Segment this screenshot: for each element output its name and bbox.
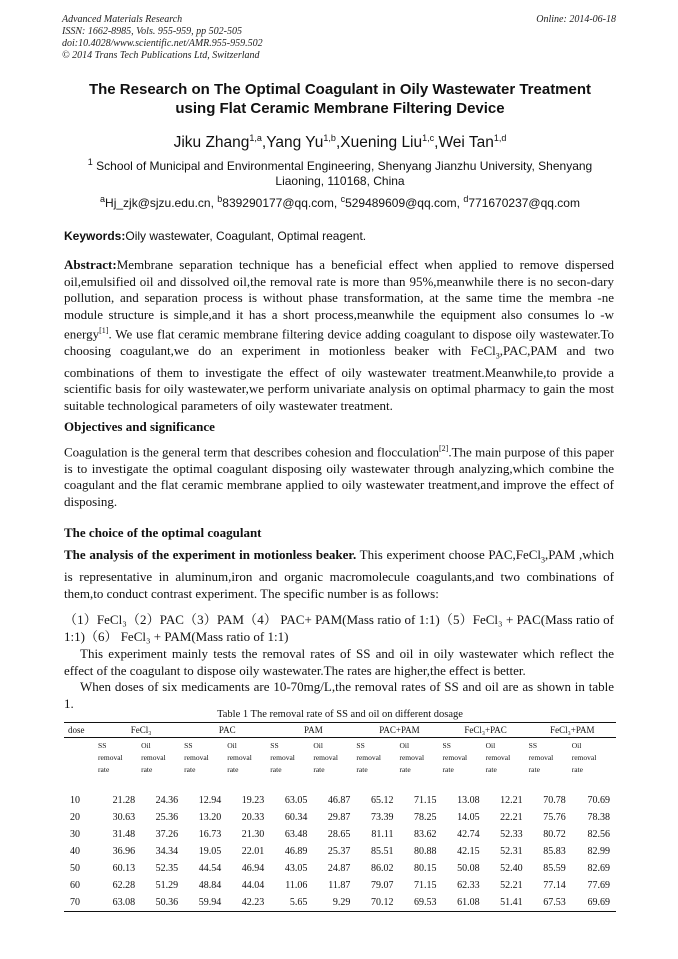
subheader-word: removal (313, 753, 338, 762)
subheader-word: rate (485, 765, 497, 774)
oil-subheader (227, 738, 270, 793)
subheader-word: rate (227, 765, 239, 774)
dose-cell: 50 (70, 863, 80, 874)
value-cell: 46.94 (241, 863, 265, 874)
subheader-word: rate (571, 765, 583, 774)
value-cell: 63.48 (284, 829, 308, 840)
value-cell: 80.88 (414, 846, 437, 857)
subscript: 3 (541, 555, 546, 565)
value-cell: 25.36 (155, 812, 179, 823)
subheader-word: rate (528, 765, 540, 774)
value-cell: 50.36 (141, 894, 184, 912)
value-cell: 73.39 (370, 812, 394, 823)
value-cell: 20.33 (241, 812, 265, 823)
subheader-word: removal (528, 753, 554, 762)
email-sup: a (100, 194, 106, 204)
value-cell: 11.06 (285, 880, 308, 891)
subheader-word: removal (442, 753, 468, 762)
ss-subheader (443, 738, 486, 793)
body-text: .The main purpose of this paper is to investigate the optimal coagulant disposing oily wastewater through analyzing,which combine the coagulant and the flat ceramic membrane applied to oily wastewater treatment,and improve the effect of disposing. (64, 444, 615, 509)
value-cell: 46.87 (327, 795, 351, 806)
value-cell: 22.21 (500, 812, 523, 823)
online-date: Online: 2014-06-18 (536, 14, 616, 25)
subheader-word: removal (227, 753, 252, 762)
table-row (64, 826, 616, 843)
author-name: Jiku Zhang (173, 134, 250, 152)
ss-subheader (98, 738, 141, 793)
dose-cell: 20 (70, 812, 80, 823)
value-cell: 46.89 (284, 846, 308, 857)
value-cell: 86.02 (370, 863, 394, 874)
value-cell: 77.14 (543, 880, 566, 891)
abstract-text: . We use flat ceramic membrane filtering device adding coagulant to dispose oily wastewater.To choosing coagulant,we do an experiment in motionless beaker with FeCl (64, 326, 614, 358)
dose-cell: 40 (70, 846, 80, 857)
value-cell: 51.41 (486, 894, 529, 912)
subheader-word: SS (270, 741, 279, 750)
value-cell: 77.69 (587, 880, 610, 891)
value-cell: 19.05 (198, 846, 222, 857)
value-cell: 78.38 (587, 812, 610, 823)
value-cell: 48.84 (198, 880, 222, 891)
dose-cell: 30 (70, 829, 80, 840)
value-cell: 36.96 (112, 846, 136, 857)
group-header: FeCl₃+PAC (443, 723, 529, 738)
value-cell: 85.83 (543, 846, 566, 857)
subheader-word: removal (184, 753, 209, 762)
journal-name: Advanced Materials Research (62, 14, 183, 25)
email-link[interactable]: 839290177@qq.com (222, 196, 334, 210)
section-heading-choice: The choice of the optimal coagulant (64, 525, 262, 540)
title-line-2: using Flat Ceramic Membrane Filtering Device (175, 100, 505, 117)
table-row (64, 843, 616, 860)
value-cell: 71.15 (414, 795, 437, 806)
value-cell: 69.53 (399, 894, 442, 912)
email-list: $^a$Hj_zjk@sjzu.edu.cn, $^b$839290177@qq.com, $^c$529489609@qq.com, $^d$771670237@qq.com (100, 194, 580, 210)
value-cell: 12.94 (198, 795, 222, 806)
abstract-text: Membrane separation technique has a beneficial effect when applied to remove dispersed oil,emulsified oil and dissolved oil,the removal rate is more than 95%,meanwhile there is no secon-dary pollution, and separation process is without phase transformation, at the same time the membra -ne module structure is simple,and it has a short process,meanwhile the equipment also consumes lo -w energy (64, 257, 614, 342)
value-cell: 82.69 (587, 863, 610, 874)
subheader-word: removal (141, 753, 166, 762)
subheader-word: SS (528, 741, 538, 750)
subheader-word: rate (98, 765, 110, 774)
group-header: FeCl₃+PAM (529, 723, 616, 738)
issn-line: ISSN: 1662-8985, Vols. 955-959, pp 502-505 (62, 26, 242, 37)
subheader-word: Oil (313, 741, 323, 750)
value-cell: 71.15 (414, 880, 437, 891)
value-cell: 52.21 (500, 880, 523, 891)
body-text: This experiment choose PAC,FeCl (356, 547, 542, 562)
value-cell: 85.59 (543, 863, 566, 874)
value-cell: 12.21 (500, 795, 523, 806)
table-row (64, 809, 616, 826)
author-name: Xuening Liu (340, 134, 423, 152)
value-cell: 24.87 (327, 863, 351, 874)
ss-subheader (356, 738, 399, 793)
body-text: Coagulation is the general term that describes cohesion and flocculation (64, 444, 439, 460)
value-cell: 34.34 (155, 846, 179, 857)
title-line-1: The Research on The Optimal Coagulant in Oily Wastewater Treatment (88, 81, 592, 98)
journal-header (62, 14, 616, 62)
ss-subheader (270, 738, 313, 793)
coagulant-list: （1）FeCl₃（2）PAC（3）PAM（4） PAC+ PAM(Mass ratio of 1:1)（5）FeCl₃ + PAC(Mass ratio of 1:1)（6） FeCl₃ + PAM(Mass ratio of 1:1) (64, 612, 614, 644)
value-cell: 42.23 (227, 894, 270, 912)
author-sup: 1,a (249, 133, 262, 143)
value-cell: 83.62 (414, 829, 437, 840)
subheader-word: Oil (227, 741, 237, 750)
value-cell: 29.87 (327, 812, 351, 823)
value-cell: 43.05 (284, 863, 308, 874)
subheader-word: removal (98, 753, 123, 762)
value-cell: 70.69 (587, 795, 610, 806)
keywords-label: Keywords: (64, 229, 126, 243)
value-cell: 82.99 (587, 846, 610, 857)
objectives-paragraph (64, 441, 614, 510)
value-cell: 42.74 (457, 829, 480, 840)
value-cell: 9.29 (313, 894, 356, 912)
empty-cell (64, 738, 98, 793)
paper-title (40, 80, 640, 118)
dose-cell: 60 (70, 880, 80, 891)
oil-subheader (572, 738, 616, 793)
value-cell: 13.08 (457, 795, 480, 806)
value-cell: 65.12 (370, 795, 394, 806)
subheader-word: SS (442, 741, 451, 750)
subheader-word: rate (313, 765, 325, 774)
subheader-word: Oil (485, 741, 496, 750)
subscript: 3 (495, 351, 500, 361)
value-cell: 60.13 (112, 863, 136, 874)
subheader-word: Oil (571, 741, 582, 750)
value-cell: 52.31 (500, 846, 523, 857)
subheader-word: removal (485, 753, 511, 762)
value-cell: 67.53 (529, 894, 572, 912)
doses-paragraph: When doses of six medicaments are 10-70mg/L,the removal rates of SS and oil are as shown in table 1. (64, 679, 614, 711)
value-cell: 59.94 (184, 894, 227, 912)
value-cell: 80.15 (414, 863, 437, 874)
value-cell: 19.23 (241, 795, 265, 806)
group-header: FeCl₃ (98, 723, 184, 738)
value-cell: 44.04 (241, 880, 265, 891)
oil-subheader (399, 738, 442, 793)
subheader-word: rate (270, 765, 282, 774)
subheader-word: SS (184, 741, 193, 750)
value-cell: 85.51 (370, 846, 394, 857)
removal-rate-table (64, 722, 616, 912)
table-row (64, 860, 616, 877)
subheader-word: rate (356, 765, 368, 774)
keywords (64, 229, 616, 244)
subheader-word: removal (270, 753, 295, 762)
value-cell: 81.11 (371, 829, 394, 840)
subsection-title: The analysis of the experiment in motionless beaker. (64, 547, 357, 562)
value-cell: 75.76 (543, 812, 566, 823)
value-cell: 28.65 (327, 829, 351, 840)
value-cell: 52.35 (155, 863, 179, 874)
subheader-word: SS (98, 741, 107, 750)
value-cell: 52.40 (500, 863, 523, 874)
subheader-word: removal (571, 753, 597, 762)
email-link[interactable]: Hj_zjk@sjzu.edu.cn (105, 196, 211, 210)
value-cell: 51.29 (155, 880, 179, 891)
author-sup: 1,d (493, 133, 507, 143)
value-cell: 37.26 (155, 829, 179, 840)
table-caption: Table 1 The removal rate of SS and oil on different dosage (217, 709, 463, 720)
value-cell: 22.01 (241, 846, 265, 857)
email-link[interactable]: 529489609@qq.com (345, 196, 457, 210)
subheader-word: rate (442, 765, 454, 774)
affiliation-sup: 1 (87, 157, 93, 167)
subheader-word: Oil (141, 741, 151, 750)
group-header: PAC+PAM (356, 723, 442, 738)
abstract-label: Abstract: (64, 257, 117, 272)
email-sup: c (340, 194, 346, 204)
oil-subheader (141, 738, 184, 793)
value-cell: 61.08 (443, 894, 486, 912)
value-cell: 14.05 (457, 812, 480, 823)
group-header: PAC (184, 723, 270, 738)
subheader-word: SS (356, 741, 365, 750)
section-heading-objectives: Objectives and significance (64, 419, 215, 434)
value-cell: 21.30 (241, 829, 265, 840)
value-cell: 25.37 (327, 846, 351, 857)
value-cell: 31.48 (112, 829, 136, 840)
author-name: Wei Tan (438, 134, 494, 152)
citation-ref[interactable]: [1] (99, 326, 109, 335)
value-cell: 52.33 (500, 829, 523, 840)
subheader-word: rate (184, 765, 196, 774)
oil-subheader (486, 738, 529, 793)
citation-ref[interactable]: [2] (438, 444, 449, 453)
table-sub-header (64, 738, 616, 793)
email-link[interactable]: 771670237@qq.com (468, 196, 580, 210)
email-sup: d (463, 194, 469, 204)
email-sup: b (217, 194, 223, 204)
table-row (64, 877, 616, 894)
author-name: Yang Yu (266, 134, 324, 152)
value-cell: 30.63 (112, 812, 136, 823)
subheader-word: removal (399, 753, 425, 762)
keywords-text: Oily wastewater, Coagulant, Optimal reagent. (125, 229, 367, 243)
author-sup: 1,c (422, 133, 435, 143)
value-cell: 24.36 (155, 795, 179, 806)
value-cell: 70.12 (356, 894, 399, 912)
oil-subheader (313, 738, 356, 793)
author-sup: 1,b (323, 133, 336, 143)
copyright-line: © 2014 Trans Tech Publications Ltd, Switzerland (62, 50, 260, 61)
subheader-word: removal (356, 753, 381, 762)
value-cell: 79.07 (370, 880, 394, 891)
value-cell: 63.05 (284, 795, 308, 806)
value-cell: 50.08 (457, 863, 480, 874)
doi-line[interactable]: doi:10.4028/www.scientific.net/AMR.955-959.502 (62, 38, 263, 49)
value-cell: 69.69 (572, 894, 616, 912)
value-cell: 70.78 (543, 795, 566, 806)
value-cell: 5.65 (270, 894, 313, 912)
value-cell: 21.28 (112, 795, 136, 806)
value-cell: 13.20 (198, 812, 222, 823)
choice-paragraph (64, 547, 614, 602)
table-group-header (64, 723, 616, 738)
value-cell: 80.72 (543, 829, 566, 840)
abstract-paragraph (64, 257, 614, 414)
subheader-word: rate (141, 765, 153, 774)
rates-paragraph: This experiment mainly tests the removal rates of SS and oil in oily wastewater which reflect the effect of the coagulant to dispose oily wastewater.The rates are higher,the effect is better. (64, 646, 614, 678)
body-text: ,PAM ,which is representative in aluminum,iron and organic macromolecule coagulants,and two combinations of them,to conduct contrast experiment. The specific number is as follows: (64, 547, 614, 601)
value-cell: 42.15 (457, 846, 480, 857)
value-cell: 44.54 (198, 863, 222, 874)
value-cell: 63.08 (98, 894, 141, 912)
value-cell: 16.73 (198, 829, 222, 840)
dose-header: dose (64, 723, 98, 738)
value-cell: 82.56 (587, 829, 610, 840)
value-cell: 11.87 (328, 880, 351, 891)
table-row (64, 894, 616, 912)
dose-cell: 10 (70, 795, 80, 806)
subheader-word: Oil (399, 741, 410, 750)
value-cell: 60.34 (284, 812, 308, 823)
abstract-text: ,PAC,PAM and two combinations of them to investigate the effect of oily wastewater treatment.Meanwhile,to provide a scientific basis for oily wastewater,we perform univariate analysis on optimal pharmacy to gain the most suitable technological parameters of oily wastewater treatment. (64, 342, 615, 413)
affiliation-text: School of Municipal and Environmental Engineering, Shenyang Jianzhu University, Shenyang Liaoning, 110168, China (96, 159, 593, 188)
author-list: Jiku Zhang$^{1,a}$,Yang Yu$^{1,b}$,Xuening Liu$^{1,c}$,Wei Tan$^{1,d}$ (173, 133, 507, 152)
value-cell: 62.28 (112, 880, 136, 891)
value-cell: 78.25 (414, 812, 437, 823)
table-row (64, 792, 616, 809)
value-cell: 62.33 (457, 880, 480, 891)
affiliation (70, 155, 610, 189)
dose-cell: 70 (64, 894, 98, 912)
ss-subheader (184, 738, 227, 793)
subheader-word: rate (399, 765, 411, 774)
group-header: PAM (270, 723, 356, 738)
ss-subheader (529, 738, 572, 793)
